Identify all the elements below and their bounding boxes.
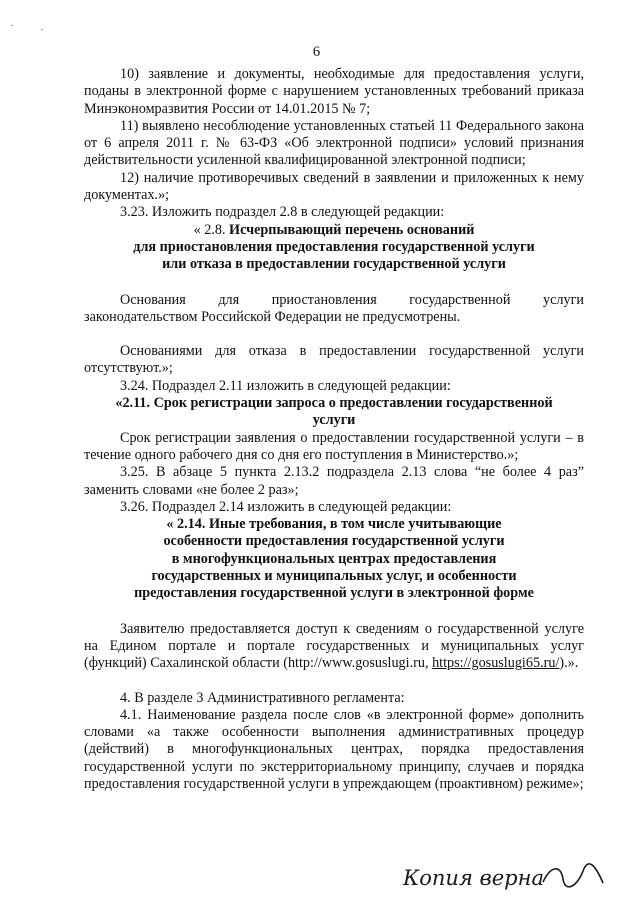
item-10: 10) заявление и документы, необходимые для предоставления услуги, поданы в электронной форме с нарушением установленных требований приказа Минэкономразвития России от 14.01.2015 № 7; (84, 66, 584, 117)
heading-text: Исчерпывающий перечень оснований (229, 221, 475, 238)
heading-prefix: « 2.8. (193, 221, 230, 238)
signature-flourish (543, 864, 603, 887)
section-4-intro: 4. В разделе 3 Административного регламента: (120, 689, 405, 706)
item-11: 11) выявлено несоблюдение установленных статьей 11 Федерального закона от 6 апреля 2011 г. № 63-ФЗ «Об электронной подписи» условий признания действительности усиленной квалифицированной электронной подписи; (84, 117, 584, 169)
section-2-8-heading-line-3: или отказа в предоставлении государственной услуги (162, 256, 506, 273)
section-2-8-paragraph-1: Основания для приостановления государственной услуги законодательством Российской Федерации не предусмотрены. (84, 291, 584, 325)
section-2-8-paragraph-2: Основаниями для отказа в предоставлении государственной услуги отсутствуют.»; (84, 343, 584, 377)
section-2-11-paragraph-1: Срок регистрации заявления о предоставлении государственной услуги – в течение одного рабочего дня со дня его поступления в Министерство.»; (84, 429, 584, 463)
section-4-1: 4.1. Наименование раздела после слов «в электронной форме» дополнить словами «а также особенности выполнения административных процедур (действий) в многофункциональных центрах, порядка предоставления государственной услуги по экстерриториальному принципу, случаев и порядка предоставления государственной услуги в упреждающем (проактивном) режиме»; (84, 706, 584, 792)
section-2-14-heading-line-2: особенности предоставления государственной услуги (163, 533, 505, 550)
scan-mark: · (10, 18, 14, 32)
paragraph-text: Заявителю предоставляется доступ к сведениям о государственной услуге на Едином портале и портале государственных и муниципальных услуг (функций) Сахалинской области (http://www.gosuslugi.ru, (84, 620, 584, 672)
gosuslugi65-link[interactable]: https://gosuslugi65.ru/ (432, 655, 560, 672)
section-2-14-heading-line-1: « 2.14. Иные требования, в том числе учитывающие (166, 516, 502, 533)
section-3-24-intro: 3.24. Подраздел 2.11 изложить в следующей редакции: (120, 377, 451, 394)
section-3-26-intro: 3.26. Подраздел 2.14 изложить в следующей редакции: (120, 498, 452, 515)
section-2-14-paragraph-1 (84, 621, 584, 673)
section-2-14-heading-line-5: предоставления государственной услуги в электронной форме (134, 585, 534, 602)
section-2-14-heading-line-3: в многофункциональных центрах предоставления (171, 550, 497, 567)
item-12: 12) наличие противоречивых сведений в заявлении и приложенных к нему документах.»; (84, 169, 584, 204)
document-body (84, 66, 584, 793)
section-2-11-heading-line-1: «2.11. Срок регистрации запроса о предоставлении государственной (115, 395, 553, 412)
signature-text: Копия верна (403, 866, 544, 890)
section-2-8-heading-line-2: для приостановления предоставления государственной услуги (133, 238, 535, 255)
section-3-25: 3.25. В абзаце 5 пункта 2.13.2 подраздела 2.13 слова “не более 4 раз” заменить словами «не более 2 раз»; (84, 464, 584, 498)
page-number: 6 (312, 44, 321, 60)
section-2-14-heading-line-4: государственных и муниципальных услуг, и особенности (151, 568, 517, 585)
paragraph-tail: ).». (559, 655, 579, 672)
section-3-23-intro: 3.23. Изложить подраздел 2.8 в следующей редакции: (120, 204, 445, 221)
handwritten-signature (393, 857, 613, 897)
section-2-8-heading-line-1 (84, 222, 584, 239)
section-2-11-heading-line-2: услуги (312, 412, 356, 429)
scan-mark: · (40, 22, 44, 36)
